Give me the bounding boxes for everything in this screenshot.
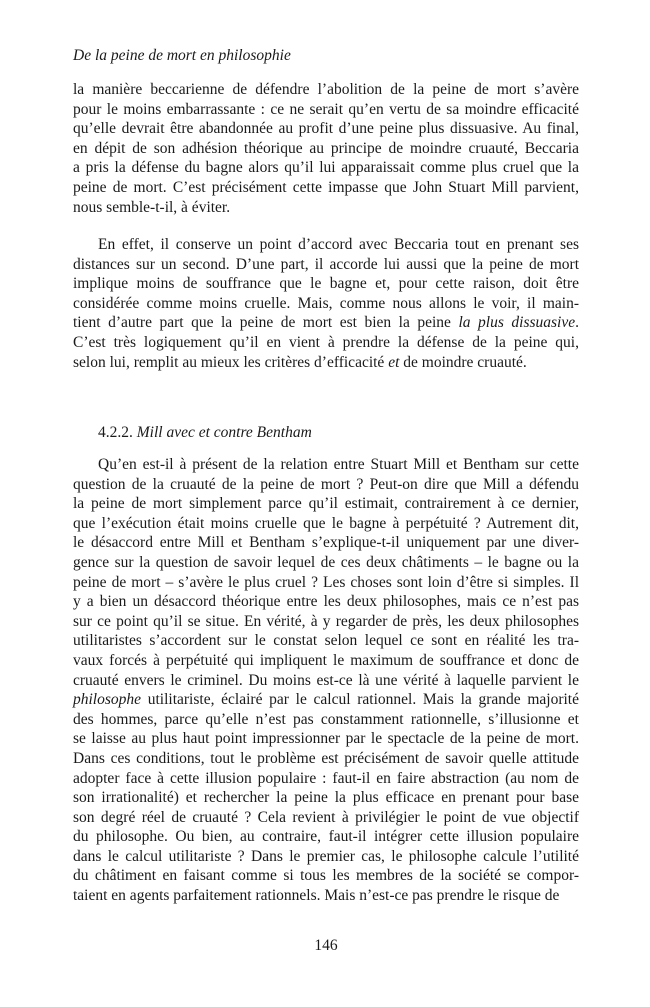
section-number: 4.2.2. [98, 424, 133, 441]
text-line: question de la cruauté de la peine de mort ? Peut-on dire que Mill a défendu [73, 475, 579, 493]
text-line: sur ce point qu’il se situe. En vérité, à y regarder de près, les deux philosophes [73, 612, 579, 630]
text-line: la manière beccarienne de défendre l’abolition de la peine de mort s’avère [73, 81, 579, 98]
text-line: philosophe utilitariste, éclairé par le calcul rationnel. Mais la grande majorité [73, 691, 579, 709]
text-line: y a bien un désaccord théorique entre les deux philosophes, mais ce n’est pas [73, 593, 579, 611]
section-heading [98, 423, 312, 442]
text-line: considérée comme moins cruelle. Mais, comme nous allons le voir, il main- [73, 294, 579, 312]
section-title: Mill avec et contre Bentham [136, 424, 312, 441]
text-line: nous semble-t-il, à éviter. [73, 198, 231, 216]
emphasis: la plus dissuasive [458, 314, 576, 332]
text-line: que l’exécution était moins cruelle que le bagne à perpétuité ? Autrement dit, [73, 514, 579, 532]
text-line: du châtiment en faisant comme si tous les membres de la société se compor- [73, 867, 579, 885]
text-line: gence sur la question de savoir lequel de ces deux châtiments – le bagne ou la [73, 553, 579, 571]
running-head: De la peine de mort en philosophie [73, 47, 291, 64]
text-line: son irrationalité) et rechercher la peine la plus efficace en prenant pour base [73, 789, 579, 807]
text-line: utilitaristes s’accordent sur le constat selon lequel ce sont en réalité les tra- [73, 632, 579, 650]
text-line: peine de mort. C’est précisément cette impasse que John Stuart Mill parvient, [73, 178, 579, 196]
text-line: du philosophe. Ou bien, au contraire, faut-il intégrer cette illusion populaire [73, 828, 579, 846]
text-line: qu’elle devrait être abandonnée au profit d’une peine plus dissuasive. Au final, [73, 120, 579, 138]
text-line: a pris la défense du bagne alors qu’il lui apparaissait comme plus cruel que la [73, 159, 579, 177]
emphasis: philosophe [73, 691, 142, 709]
text-line: selon lui, remplit au mieux les critères d’efficacité et de moindre cruauté. [73, 353, 527, 371]
text-line: des hommes, parce qu’elle n’est pas constamment rationnelle, s’illusionne et [73, 710, 579, 728]
text-line: vaux forcés à perpétuité qui impliquent le maximum de souffrance et donc de [73, 651, 579, 669]
text-line: En effet, il conserve un point d’accord avec Beccaria tout en prenant ses [98, 236, 579, 253]
text-line: cruauté envers le criminel. Du moins est-ce là une vérité à laquelle parvient le [73, 671, 579, 689]
text-line: Qu’en est-il à présent de la relation entre Stuart Mill et Bentham sur cette [98, 456, 579, 473]
text-line: se laisse au plus haut point impressionner par le spectacle de la peine de mort. [73, 730, 579, 748]
text-line: taient en agents parfaitement rationnels. Mais n’est-ce pas prendre le risque de [73, 887, 560, 905]
paragraph-3 [73, 455, 579, 906]
text-line: C’est très logiquement qu’il en vient à prendre la défense de la peine qui, [73, 333, 579, 351]
text-line: peine de mort – s’avère le plus cruel ? Les choses sont loin d’être si simples. Il [73, 573, 579, 591]
text-line: le désaccord entre Mill et Bentham s’explique-t-il uniquement par une diver- [73, 534, 579, 552]
text-line: pour le moins embarrassante : ce ne serait qu’en vertu de sa moindre efficacité [73, 100, 579, 118]
text-line: son degré réel de cruauté ? Cela revient à privilégier le point de vue objectif [73, 808, 579, 826]
text-line: adopter face à cette illusion populaire : faut-il en faire abstraction (au nom de [73, 769, 579, 787]
text-line: en dépit de son adhésion théorique au principe de moindre cruauté, Beccaria [73, 139, 579, 157]
text-line: Dans ces conditions, tout le problème est précisément de savoir quelle attitude [73, 749, 579, 767]
paragraph-2 [73, 235, 579, 372]
text-line: implique moins de souffrance que le bagne et, pour cette raison, doit être [73, 275, 579, 293]
text-line: dans le calcul utilitariste ? Dans le premier cas, le philosophe calcule l’utilité [73, 847, 579, 865]
text-line: distances sur un second. D’une part, il accorde lui aussi que la peine de mort [73, 255, 579, 273]
emphasis: et [388, 353, 400, 371]
text-line: la peine de mort simplement parce qu’il estimait, contrairement à ce dernier, [73, 495, 579, 513]
page-number: 146 [314, 937, 338, 954]
text-line: tient d’autre part que la peine de mort est bien la peine la plus dissuasive. [73, 314, 579, 332]
paragraph-1 [73, 80, 579, 217]
